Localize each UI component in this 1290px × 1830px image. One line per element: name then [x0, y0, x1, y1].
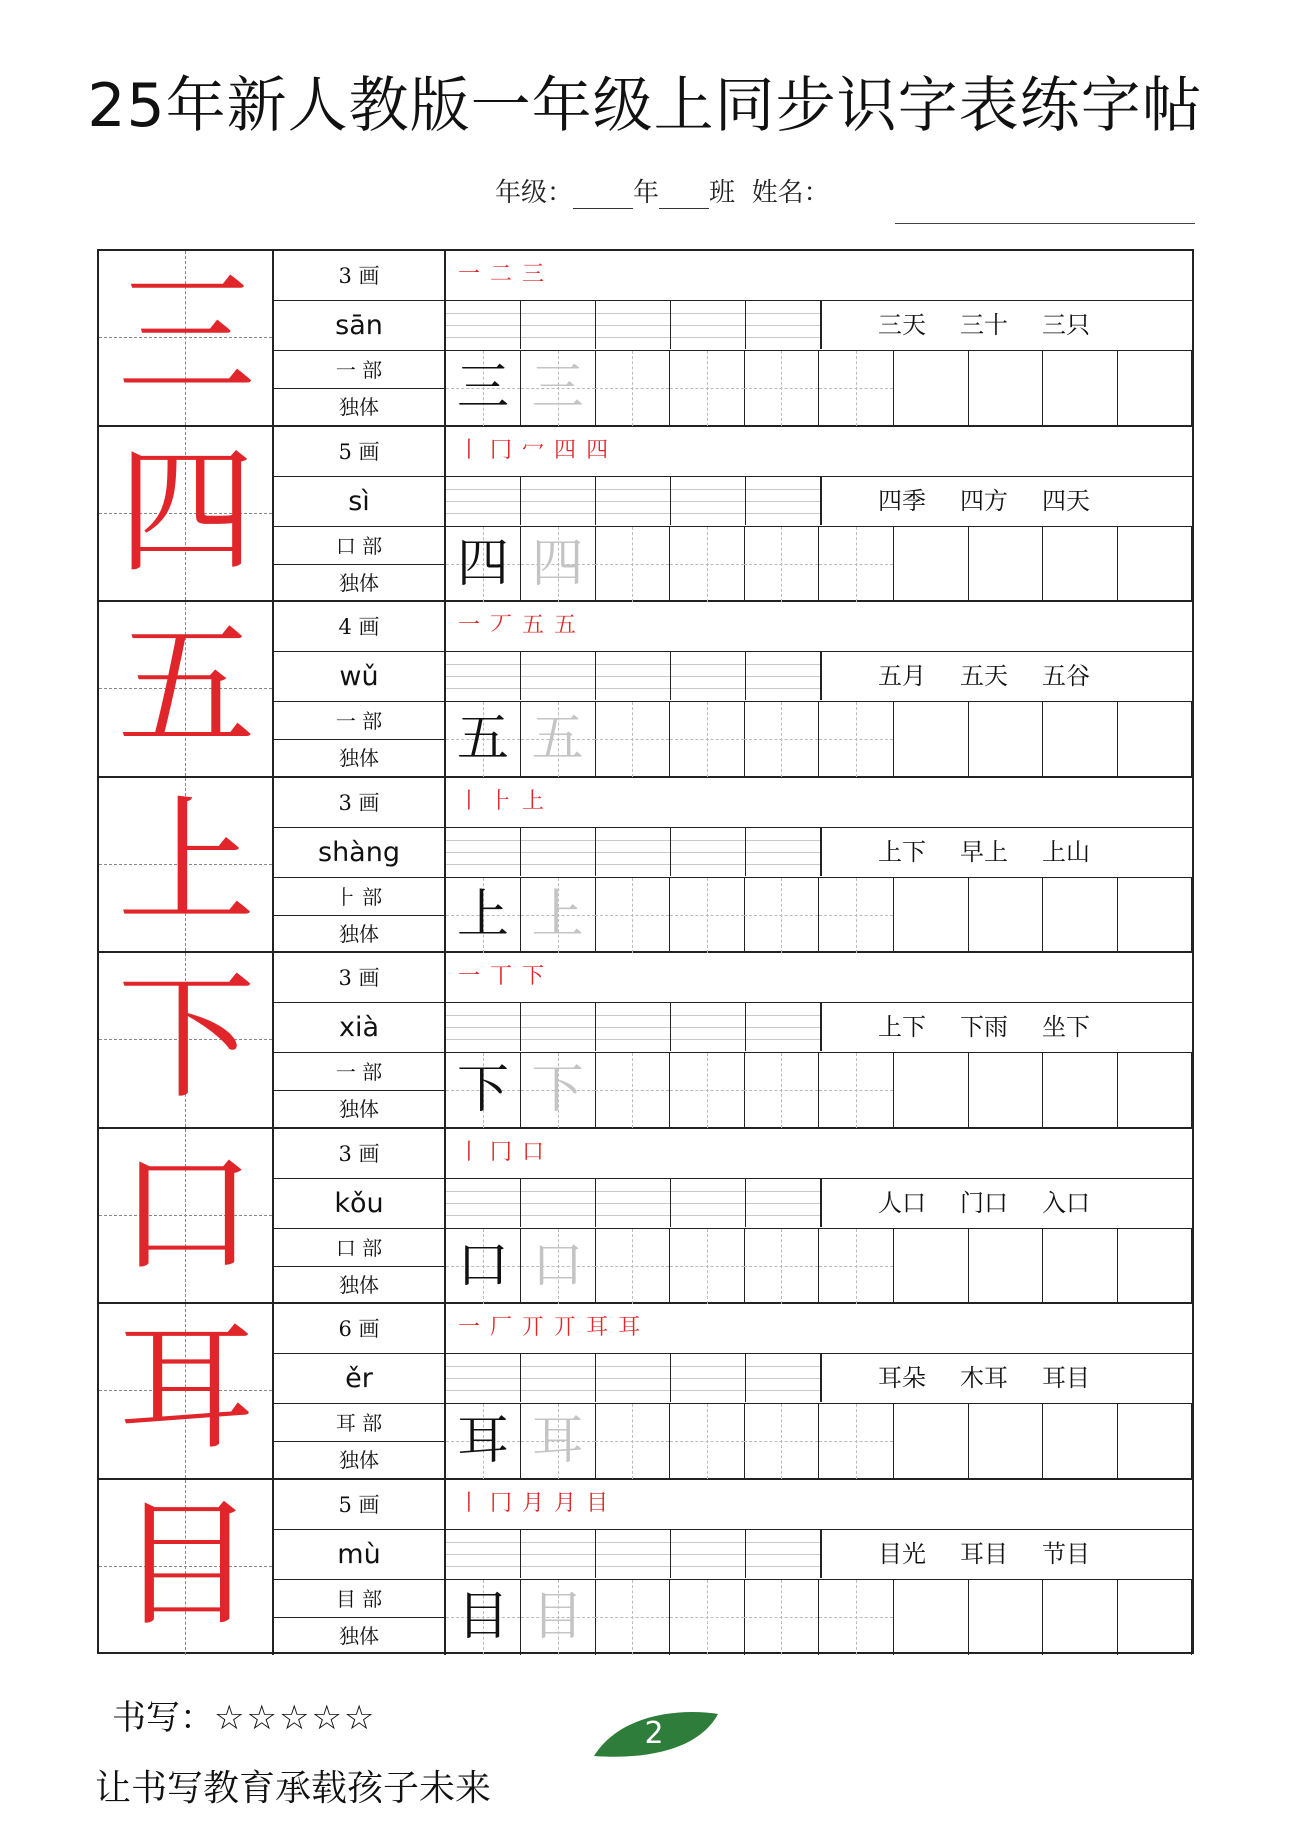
- writing-cell[interactable]: [521, 527, 596, 602]
- char-info: [274, 251, 446, 425]
- char-block: [99, 778, 1192, 954]
- word: 门口: [960, 1188, 1008, 1217]
- word-list: [821, 652, 1192, 700]
- writing-cell[interactable]: [446, 1053, 521, 1128]
- word: 人口: [878, 1188, 926, 1217]
- word: 三只: [1042, 311, 1090, 339]
- stroke-step: 丨: [458, 1139, 481, 1165]
- writing-cell[interactable]: [744, 351, 819, 426]
- writing-grid: [446, 1053, 1192, 1128]
- radical: 一 部: [274, 1053, 444, 1091]
- stroke-step: 目: [586, 1490, 609, 1516]
- stroke-step: 丅: [490, 964, 513, 989]
- pinyin: ěr: [274, 1354, 444, 1404]
- stroke-step: 月: [522, 1490, 545, 1516]
- writing-cell[interactable]: [446, 527, 521, 602]
- stroke-step: 月: [554, 1490, 577, 1516]
- stroke-step: 一: [458, 1315, 481, 1340]
- word: 三天: [878, 311, 926, 339]
- stroke-step: 丨: [458, 437, 481, 463]
- stroke-count: 6 画: [274, 1304, 444, 1354]
- big-char-cell: [99, 251, 274, 425]
- stroke-step: 厂: [490, 1315, 513, 1340]
- writing-cell[interactable]: [894, 1404, 969, 1479]
- stroke-step: 五: [554, 613, 577, 638]
- trace-char: 上: [531, 884, 584, 945]
- writing-cell[interactable]: [446, 702, 521, 777]
- pinyin-practice-row: [446, 1179, 1192, 1229]
- writing-cell[interactable]: [595, 527, 670, 602]
- stroke-order: [446, 1129, 1192, 1179]
- word: 耳朵: [878, 1364, 926, 1392]
- big-character: 四: [117, 430, 256, 592]
- writing-cell[interactable]: [744, 1404, 819, 1479]
- structure: 独体: [339, 395, 379, 419]
- writing-cell[interactable]: [521, 1404, 596, 1479]
- writing-cell[interactable]: [670, 1404, 745, 1479]
- writing-cell[interactable]: [1043, 527, 1118, 602]
- big-char-cell: [99, 602, 274, 776]
- big-character: 上: [117, 781, 256, 943]
- name-blank[interactable]: [895, 223, 1195, 224]
- stroke-step: 耳: [618, 1315, 641, 1340]
- big-char-cell: [99, 953, 274, 1127]
- radical: 口 部: [274, 1229, 444, 1267]
- writing-cell[interactable]: [670, 1229, 745, 1304]
- word: 早上: [960, 837, 1008, 866]
- char-info: [274, 1480, 446, 1656]
- pinyin-cell[interactable]: [446, 1003, 821, 1051]
- word-list: [821, 477, 1192, 525]
- stroke-step: 耳: [586, 1315, 609, 1340]
- pinyin-cell[interactable]: [446, 1354, 821, 1402]
- stroke-step: 二: [490, 262, 513, 287]
- writing-cell[interactable]: [744, 1580, 819, 1655]
- writing-cell[interactable]: [819, 1229, 894, 1304]
- radical: 口 部: [274, 527, 444, 565]
- pinyin-cell[interactable]: [446, 477, 821, 525]
- stroke-count: 5 画: [274, 1480, 444, 1530]
- writing-cell[interactable]: [744, 878, 819, 953]
- word: 四天: [1042, 486, 1090, 515]
- writing-cell[interactable]: [1117, 527, 1192, 602]
- stroke-step: 四: [554, 437, 577, 463]
- trace-char: 五: [531, 709, 584, 769]
- char-info: [274, 602, 446, 776]
- stroke-step: 丨: [458, 1490, 481, 1516]
- writing-cell[interactable]: [894, 351, 969, 426]
- writing-cell[interactable]: [595, 351, 670, 426]
- model-char: 上: [456, 884, 509, 945]
- writing-cell[interactable]: [446, 1404, 521, 1479]
- writing-cell[interactable]: [744, 702, 819, 777]
- pinyin-cell[interactable]: [446, 1530, 821, 1578]
- radical: ⺊ 部: [274, 878, 444, 916]
- rating: [112, 1690, 376, 1739]
- char-info: [274, 427, 446, 601]
- writing-cell[interactable]: [819, 1580, 894, 1655]
- writing-cell[interactable]: [819, 1404, 894, 1479]
- stroke-step: 上: [522, 788, 545, 814]
- model-char: 四: [456, 533, 509, 594]
- writing-cell[interactable]: [521, 1229, 596, 1304]
- word: 耳目: [960, 1539, 1008, 1568]
- writing-cell[interactable]: [819, 1053, 894, 1128]
- writing-cell[interactable]: [521, 351, 596, 426]
- word: 三十: [960, 311, 1008, 339]
- writing-cell[interactable]: [894, 878, 969, 953]
- stroke-step: 三: [522, 262, 545, 287]
- rating-label: 书写：: [112, 1698, 214, 1738]
- pinyin-practice-row: [446, 477, 1192, 527]
- pinyin-practice-row: [446, 301, 1192, 351]
- writing-grid: [446, 878, 1192, 953]
- writing-grid: [446, 1404, 1192, 1479]
- char-info: [274, 1129, 446, 1303]
- pinyin: wǔ: [274, 652, 444, 702]
- writing-cell[interactable]: [670, 1580, 745, 1655]
- word: 木耳: [960, 1364, 1008, 1392]
- word-list: [821, 1530, 1192, 1578]
- stroke-step: 冂: [490, 1490, 513, 1516]
- word-list: [821, 828, 1192, 876]
- stroke-step: 一: [458, 964, 481, 989]
- model-char: 五: [456, 709, 509, 769]
- model-char: 下: [456, 1060, 509, 1120]
- writing-cell[interactable]: [595, 1053, 670, 1128]
- trace-char: 耳: [531, 1411, 584, 1471]
- writing-cell[interactable]: [744, 1229, 819, 1304]
- big-character: 下: [117, 957, 256, 1118]
- pinyin: shàng: [274, 828, 444, 878]
- char-block: [99, 602, 1192, 778]
- writing-grid: [446, 1580, 1192, 1655]
- stroke-order: [446, 1480, 1192, 1530]
- writing-grid: [446, 702, 1192, 777]
- writing-cell[interactable]: [1043, 1404, 1118, 1479]
- stroke-order: [446, 602, 1192, 652]
- writing-cell[interactable]: [1117, 1229, 1192, 1304]
- stroke-step: 丌: [522, 1315, 545, 1340]
- writing-cell[interactable]: [968, 1053, 1043, 1128]
- trace-char: 三: [531, 358, 584, 418]
- writing-cell[interactable]: [968, 1229, 1043, 1304]
- pinyin: sì: [274, 477, 444, 527]
- pinyin-practice-row: [446, 652, 1192, 702]
- pinyin-practice-row: [446, 1530, 1192, 1580]
- structure: 独体: [339, 570, 379, 595]
- writing-cell[interactable]: [744, 527, 819, 602]
- stroke-order: [446, 1304, 1192, 1354]
- big-character: 五: [117, 606, 256, 767]
- writing-cell[interactable]: [894, 1580, 969, 1655]
- writing-cell[interactable]: [968, 878, 1043, 953]
- writing-cell[interactable]: [894, 1229, 969, 1304]
- word: 四季: [878, 486, 926, 515]
- stroke-count: 3 画: [274, 953, 444, 1003]
- writing-cell[interactable]: [670, 527, 745, 602]
- stroke-step: 下: [522, 964, 545, 989]
- structure: 独体: [339, 1623, 379, 1648]
- char-info: [274, 778, 446, 952]
- writing-cell[interactable]: [446, 1580, 521, 1655]
- radical: 一 部: [274, 702, 444, 740]
- stroke-step: 口: [522, 1139, 545, 1165]
- model-char: 目: [456, 1586, 509, 1647]
- stroke-order: [446, 251, 1192, 301]
- writing-cell[interactable]: [968, 1404, 1043, 1479]
- stroke-step: 冖: [522, 437, 545, 463]
- pinyin: sān: [274, 301, 444, 351]
- writing-cell[interactable]: [670, 351, 745, 426]
- pinyin-cell[interactable]: [446, 1179, 821, 1227]
- word-list: [821, 301, 1192, 349]
- big-char-cell: [99, 1480, 274, 1656]
- writing-cell[interactable]: [1043, 1229, 1118, 1304]
- char-block: [99, 251, 1192, 427]
- word: 上下: [878, 837, 926, 866]
- word: 上山: [1042, 837, 1090, 866]
- pinyin-practice-row: [446, 1003, 1192, 1053]
- practice-sheet: [97, 249, 1194, 1654]
- stroke-step: 冂: [490, 437, 513, 463]
- char-block: [99, 1480, 1192, 1656]
- trace-char: 口: [531, 1235, 584, 1296]
- pinyin-practice-row: [446, 1354, 1192, 1404]
- stroke-order: [446, 953, 1192, 1003]
- word: 入口: [1042, 1188, 1090, 1217]
- writing-cell[interactable]: [446, 878, 521, 953]
- writing-cell[interactable]: [1117, 1404, 1192, 1479]
- big-char-cell: [99, 1129, 274, 1303]
- stroke-step: 一: [458, 613, 481, 638]
- structure: 独体: [339, 746, 379, 770]
- structure: 独体: [339, 921, 379, 946]
- stroke-count: 3 画: [274, 778, 444, 828]
- pinyin: xià: [274, 1003, 444, 1053]
- student-info-line: [495, 172, 830, 209]
- writing-cell[interactable]: [670, 878, 745, 953]
- year-label: 年: [633, 178, 660, 208]
- writing-cell[interactable]: [894, 702, 969, 777]
- writing-cell[interactable]: [1043, 1580, 1118, 1655]
- char-block: [99, 1129, 1192, 1305]
- writing-cell[interactable]: [446, 351, 521, 426]
- big-character: 口: [117, 1132, 256, 1294]
- word: 五月: [878, 662, 926, 690]
- writing-grid: [446, 527, 1192, 602]
- pinyin: kǒu: [274, 1179, 444, 1229]
- writing-cell[interactable]: [595, 878, 670, 953]
- pinyin: mù: [274, 1530, 444, 1580]
- writing-cell[interactable]: [521, 878, 596, 953]
- writing-cell[interactable]: [894, 1053, 969, 1128]
- name-label: 姓名：: [751, 178, 830, 208]
- slogan: 让书写教育承载孩子未来: [95, 1768, 492, 1809]
- word: 耳目: [1042, 1364, 1090, 1392]
- stroke-step: 丌: [554, 1315, 577, 1340]
- stroke-step: ⺊: [490, 788, 513, 814]
- structure: 独体: [339, 1097, 379, 1121]
- stroke-count: 3 画: [274, 251, 444, 301]
- word: 五天: [960, 662, 1008, 690]
- writing-cell[interactable]: [595, 1404, 670, 1479]
- grade-label: 年级：: [495, 178, 574, 208]
- class-label: 班: [709, 178, 736, 208]
- pinyin-practice-row: [446, 828, 1192, 878]
- writing-cell[interactable]: [521, 1580, 596, 1655]
- writing-cell[interactable]: [1117, 351, 1192, 426]
- page-number: 2: [644, 1716, 664, 1751]
- writing-cell[interactable]: [595, 702, 670, 777]
- stroke-order: [446, 778, 1192, 828]
- model-char: 三: [456, 358, 509, 418]
- stroke-step: 丨: [458, 788, 481, 814]
- model-char: 耳: [456, 1411, 509, 1471]
- writing-cell[interactable]: [670, 702, 745, 777]
- pinyin-cell[interactable]: [446, 301, 821, 349]
- char-info: [274, 953, 446, 1127]
- stroke-step: 冂: [490, 1139, 513, 1165]
- writing-cell[interactable]: [446, 1229, 521, 1304]
- trace-char: 下: [531, 1060, 584, 1120]
- writing-cell[interactable]: [968, 1580, 1043, 1655]
- writing-cell[interactable]: [968, 702, 1043, 777]
- writing-cell[interactable]: [1117, 878, 1192, 953]
- writing-grid: [446, 1229, 1192, 1304]
- stroke-order: [446, 427, 1192, 477]
- word: 四方: [960, 486, 1008, 515]
- char-block: [99, 427, 1192, 603]
- writing-cell[interactable]: [819, 351, 894, 426]
- word: 下雨: [960, 1013, 1008, 1041]
- big-character: 三: [117, 255, 256, 416]
- word-list: [821, 1003, 1192, 1051]
- writing-cell[interactable]: [521, 702, 596, 777]
- writing-cell[interactable]: [819, 878, 894, 953]
- structure: 独体: [339, 1448, 379, 1472]
- writing-cell[interactable]: [968, 351, 1043, 426]
- char-block: [99, 1304, 1192, 1480]
- writing-cell[interactable]: [744, 1053, 819, 1128]
- writing-cell[interactable]: [1117, 702, 1192, 777]
- word: 五谷: [1042, 662, 1090, 690]
- word: 坐下: [1042, 1013, 1090, 1041]
- writing-cell[interactable]: [819, 527, 894, 602]
- stroke-step: 一: [458, 262, 481, 287]
- writing-cell[interactable]: [521, 1053, 596, 1128]
- big-char-cell: [99, 427, 274, 601]
- big-char-cell: [99, 778, 274, 952]
- writing-cell[interactable]: [595, 1229, 670, 1304]
- pinyin-cell[interactable]: [446, 652, 821, 700]
- writing-cell[interactable]: [1043, 878, 1118, 953]
- writing-cell[interactable]: [595, 1580, 670, 1655]
- writing-cell[interactable]: [894, 527, 969, 602]
- stroke-step: 丆: [490, 613, 513, 638]
- radical: 一 部: [274, 351, 444, 389]
- writing-cell[interactable]: [1117, 1053, 1192, 1128]
- rating-stars[interactable]: ☆☆☆☆☆: [214, 1698, 377, 1738]
- writing-cell[interactable]: [1043, 351, 1118, 426]
- char-info: [274, 1304, 446, 1478]
- trace-char: 四: [531, 533, 584, 594]
- stroke-count: 4 画: [274, 602, 444, 652]
- word: 上下: [878, 1013, 926, 1041]
- char-block: [99, 953, 1192, 1129]
- writing-cell[interactable]: [968, 527, 1043, 602]
- stroke-count: 5 画: [274, 427, 444, 477]
- big-character: 耳: [117, 1308, 256, 1469]
- page-title: 25年新人教版一年级上同步识字表练字帖: [87, 71, 1203, 141]
- model-char: 口: [456, 1235, 509, 1296]
- structure: 独体: [339, 1272, 379, 1297]
- writing-cell[interactable]: [1043, 1053, 1118, 1128]
- big-character: 目: [117, 1483, 256, 1645]
- big-char-cell: [99, 1304, 274, 1478]
- class-blank[interactable]: [659, 182, 709, 209]
- writing-cell[interactable]: [1117, 1580, 1192, 1655]
- writing-cell[interactable]: [819, 702, 894, 777]
- pinyin-cell[interactable]: [446, 828, 821, 876]
- trace-char: 目: [531, 1586, 584, 1647]
- stroke-count: 3 画: [274, 1129, 444, 1179]
- radical: 目 部: [274, 1580, 444, 1618]
- stroke-step: 四: [586, 437, 609, 463]
- writing-grid: [446, 351, 1192, 426]
- writing-cell[interactable]: [1043, 702, 1118, 777]
- word: 节目: [1042, 1539, 1090, 1568]
- grade-blank[interactable]: [573, 182, 633, 209]
- stroke-step: 五: [522, 613, 545, 638]
- radical: 耳 部: [274, 1404, 444, 1442]
- word: 目光: [878, 1539, 926, 1568]
- word-list: [821, 1354, 1192, 1402]
- word-list: [821, 1179, 1192, 1227]
- writing-cell[interactable]: [670, 1053, 745, 1128]
